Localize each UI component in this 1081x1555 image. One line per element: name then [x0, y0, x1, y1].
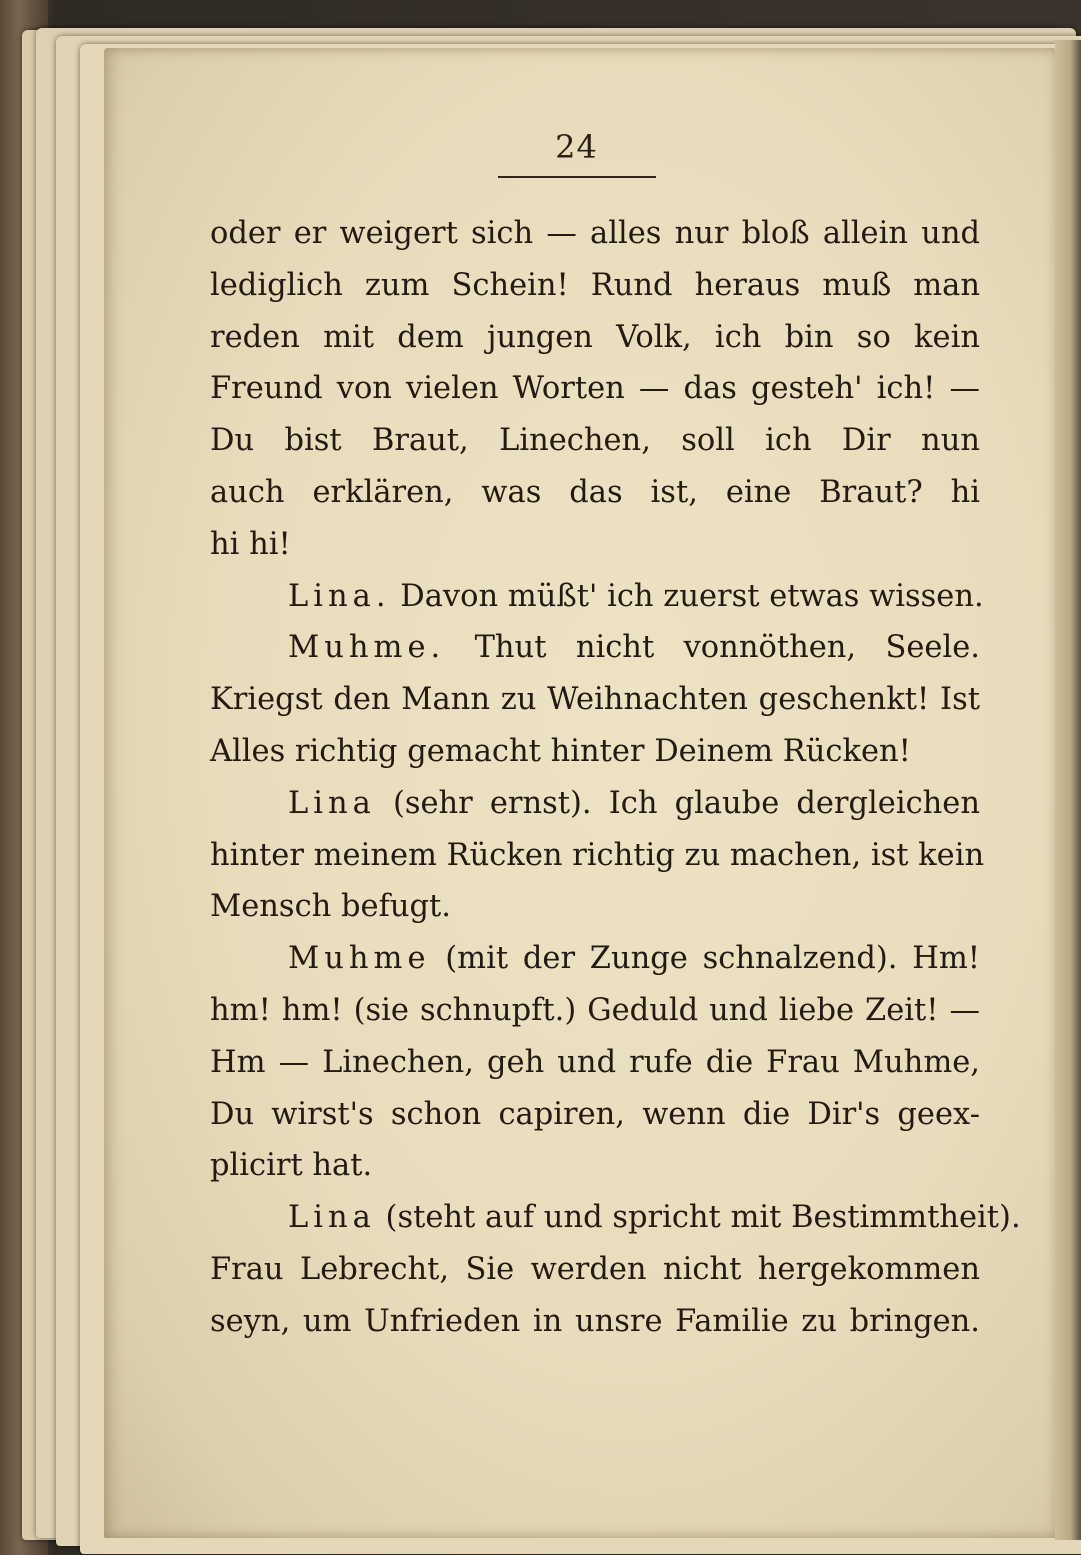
text-line: Du wirst's schon capiren, wenn die Dir's geex-: [210, 1096, 980, 1132]
body-text: [210, 208, 1021, 1348]
header-rule: [498, 176, 656, 178]
dialogue-line: [210, 778, 980, 830]
speaker-name: Muhme.: [288, 630, 446, 666]
dialogue-text: (steht auf und spricht mit Bestimmtheit).: [385, 1200, 1021, 1236]
dialogue-text: (sehr ernst). Ich glaube dergleichen: [392, 785, 980, 821]
text-line: Du bist Braut, Linechen, soll ich Dir nun: [210, 423, 980, 459]
text-line: Hm — Linechen, geh und rufe die Frau Muhme,: [210, 1044, 980, 1080]
dialogue-text: Thut nicht vonnöthen, Seele.: [474, 630, 980, 666]
text-line: hi hi!: [210, 526, 291, 562]
dialogue-line: [210, 622, 980, 674]
dialogue-line: [210, 1192, 1021, 1244]
page-gutter: [1055, 40, 1081, 1540]
text-line: oder er weigert sich — alles nur bloß allein und: [210, 216, 980, 251]
page-number: [0, 128, 1081, 166]
dialogue-text: (mit der Zunge schnalzend). Hm!: [445, 941, 981, 977]
text-line: Mensch befugt.: [210, 889, 451, 925]
text-line: auch erklären, was das ist, eine Braut? hi: [210, 474, 980, 510]
speaker-name: Lina: [288, 785, 376, 821]
text-line: plicirt hat.: [210, 1148, 373, 1184]
speaker-name: Lina.: [288, 578, 391, 614]
text-line: Kriegst den Mann zu Weihnachten geschenkt! Ist: [210, 682, 980, 718]
dialogue-line: [210, 933, 980, 985]
page-number-text: 24: [555, 128, 598, 166]
speaker-name: Muhme: [288, 941, 431, 977]
text-line: Alles richtig gemacht hinter Deinem Rücken!: [210, 733, 911, 769]
text-line: lediglich zum Schein! Rund heraus muß man: [210, 267, 980, 303]
text-line: hm! hm! (sie schnupft.) Geduld und liebe Zeit! —: [210, 992, 980, 1028]
text-line: hinter meinem Rücken richtig zu machen, ist kein: [210, 837, 985, 873]
text-line: seyn, um Unfrieden in unsre Familie zu bringen.: [210, 1303, 980, 1339]
text-line: Frau Lebrecht, Sie werden nicht hergekommen: [210, 1251, 980, 1287]
dialogue-line: [210, 571, 984, 623]
dialogue-text: Davon müßt' ich zuerst etwas wissen.: [400, 578, 984, 614]
text-line: Freund von vielen Worten — das gesteh' ich! —: [210, 371, 980, 407]
text-line: reden mit dem jungen Volk, ich bin so kein: [210, 319, 980, 355]
speaker-name: Lina: [288, 1200, 376, 1236]
